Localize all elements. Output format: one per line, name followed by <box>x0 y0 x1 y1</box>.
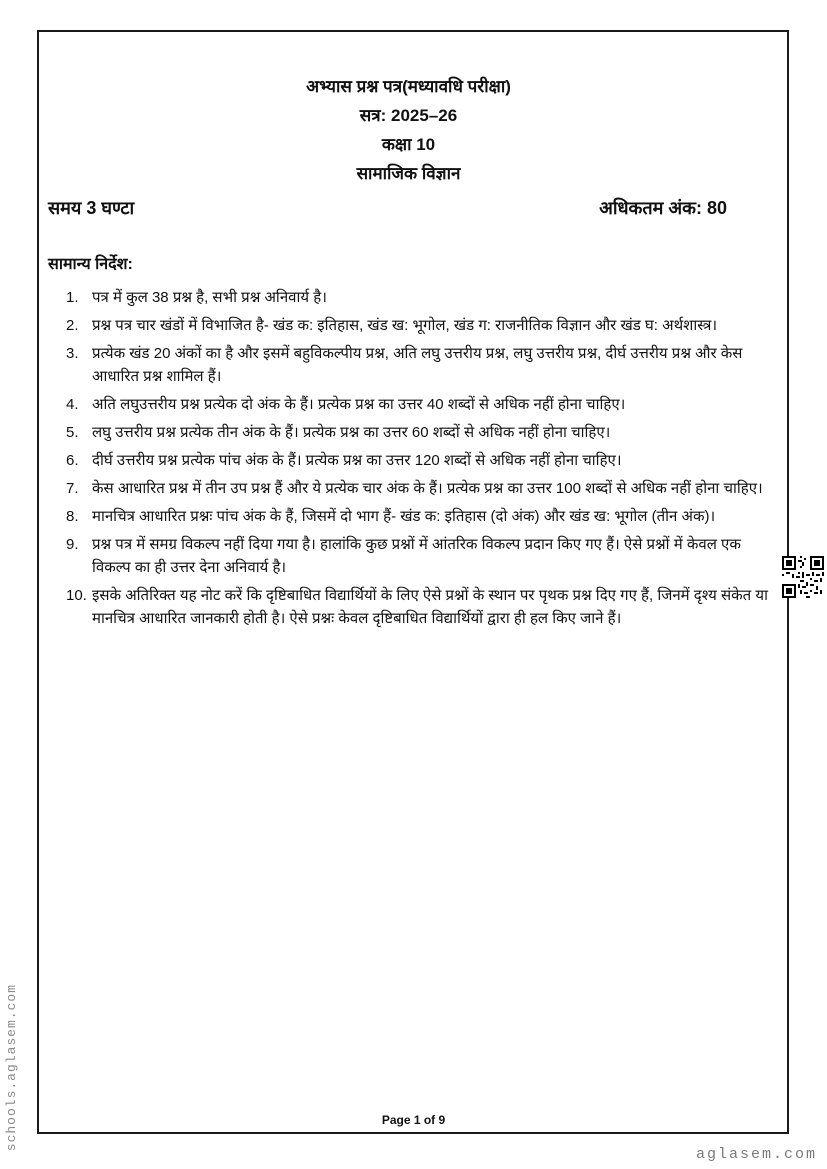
instruction-item <box>48 584 780 630</box>
item-number: 1. <box>66 289 79 306</box>
item-text: प्रश्न पत्र में समग्र विकल्प नहीं दिया गया है। हालांकि कुछ प्रश्नों में आंतरिक विकल्प प्रदान किए गए हैं। ऐसे प्रश्नों में केवल एक विकल्प का ही उत्तर देना अनिवार्य है। <box>92 536 741 576</box>
max-marks: अधिकतम अंक: 80 <box>599 198 727 218</box>
instruction-item <box>48 505 780 528</box>
doc-title: अभ्यास प्रश्न पत्र(मध्यावधि परीक्षा) <box>306 77 511 96</box>
item-text: अति लघुउत्तरीय प्रश्न प्रत्येक दो अंक के हैं। प्रत्येक प्रश्न का उत्तर 40 शब्दों से अधिक नहीं होना चाहिए। <box>92 396 626 413</box>
item-number: 5. <box>66 424 79 441</box>
item-text: दीर्घ उत्तरीय प्रश्न प्रत्येक पांच अंक के हैं। प्रत्येक प्रश्न का उत्तर 120 शब्दों से अधिक नहीं होना चाहिए। <box>92 452 622 469</box>
page-number-footer: Page 1 of 9 <box>381 1113 446 1127</box>
session-line: सत्र: 2025–26 <box>359 106 458 125</box>
item-text: पत्र में कुल 38 प्रश्न है, सभी प्रश्न अनिवार्य है। <box>92 289 327 306</box>
qr-code-icon <box>782 556 824 598</box>
item-text: प्रत्येक खंड 20 अंकों का है और इसमें बहुविकल्पीय प्रश्न, अति लघु उत्तरीय प्रश्न, लघु उत्तरीय प्रश्न, दीर्घ उत्तरीय प्रश्न और केस आधारित प्रश्न शामिल हैं। <box>92 345 743 385</box>
instruction-item <box>48 286 780 309</box>
instruction-item <box>48 393 780 416</box>
item-text: इसके अतिरिक्त यह नोट करें कि दृष्टिबाधित विद्यार्थियों के लिए ऐसे प्रश्नों के स्थान पर पृथक प्रश्न दिए गए हैं, जिनमें दृश्य संकेत या मानचित्र आधारित जानकारी होती है। ऐसे प्रश्नः केवल दृष्टिबाधित विद्यार्थियों द्वारा ही हल किए जाने हैं। <box>92 587 768 627</box>
instruction-item <box>48 533 780 579</box>
document-header <box>48 72 769 188</box>
watermark-schools-aglasem: schools.aglasem.com <box>4 983 19 1151</box>
instructions-list <box>48 286 780 635</box>
watermark-aglasem: aglasem.com <box>695 1146 817 1163</box>
instruction-item <box>48 449 780 472</box>
item-number: 2. <box>66 317 79 334</box>
instruction-item <box>48 314 780 337</box>
item-number: 9. <box>66 536 79 553</box>
item-number: 3. <box>66 345 79 362</box>
item-text: लघु उत्तरीय प्रश्न प्रत्येक तीन अंक के हैं। प्रत्येक प्रश्न का उत्तर 60 शब्दों से अधिक नहीं होना चाहिए। <box>92 424 611 441</box>
instruction-item <box>48 421 780 444</box>
item-text: प्रश्न पत्र चार खंडों में विभाजित है- खंड क: इतिहास, खंड ख: भूगोल, खंड ग: राजनीतिक विज्ञान और खंड घ: अर्थशास्त्र। <box>92 317 718 334</box>
meta-row <box>48 196 727 220</box>
subject-line: सामाजिक विज्ञान <box>356 164 461 183</box>
instructions-heading: सामान्य निर्देश: <box>48 256 133 273</box>
item-text: केस आधारित प्रश्न में तीन उप प्रश्न हैं और ये प्रत्येक चार अंक के हैं। प्रत्येक प्रश्न का उत्तर 100 शब्दों से अधिक नहीं होना चाहिए। <box>92 480 763 497</box>
class-line: कक्षा 10 <box>381 135 436 154</box>
item-number: 4. <box>66 396 79 413</box>
instruction-item <box>48 342 780 388</box>
item-number: 8. <box>66 508 79 525</box>
item-text: मानचित्र आधारित प्रश्नः पांच अंक के हैं, जिसमें दो भाग हैं- खंड क: इतिहास (दो अंक) और खंड ख: भूगोल (तीन अंक)। <box>92 508 716 525</box>
instruction-item <box>48 477 780 500</box>
item-number: 10. <box>66 587 87 604</box>
time-allowed: समय 3 घण्टा <box>48 198 135 218</box>
item-number: 7. <box>66 480 79 497</box>
item-number: 6. <box>66 452 79 469</box>
